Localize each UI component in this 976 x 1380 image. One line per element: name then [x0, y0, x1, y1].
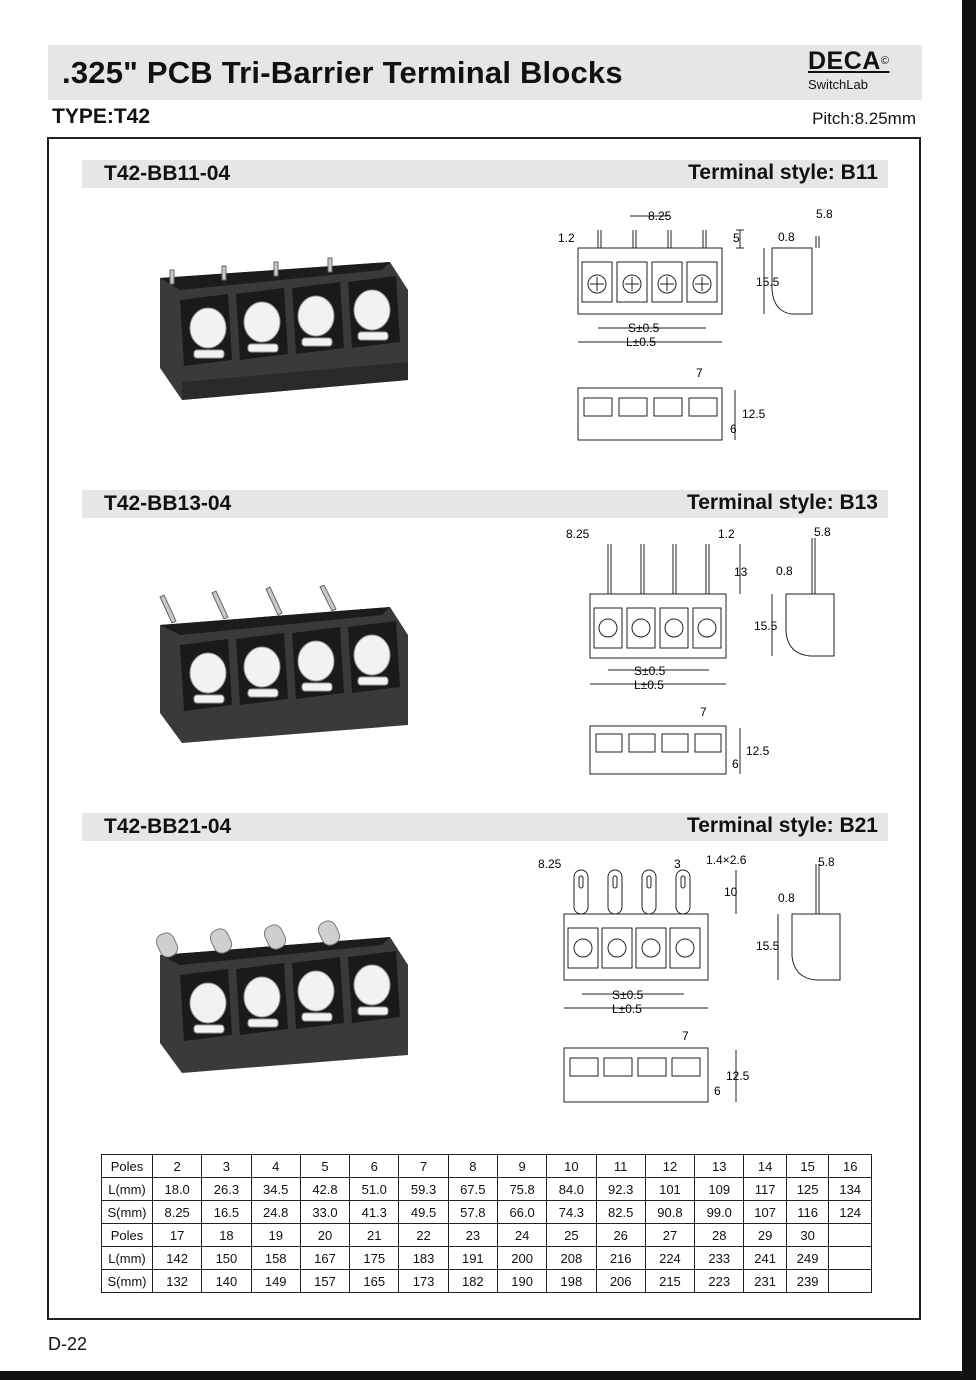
- dim-l: L±0.5: [626, 335, 656, 349]
- table-cell: 190: [497, 1270, 546, 1293]
- table-cell: 26: [596, 1224, 645, 1247]
- table-cell: 109: [695, 1178, 744, 1201]
- page-title: .325" PCB Tri-Barrier Terminal Blocks: [62, 55, 623, 90]
- table-cell: 82.5: [596, 1201, 645, 1224]
- dim-pitch: 8.25: [566, 527, 590, 541]
- table-cell: 4: [251, 1155, 300, 1178]
- table-cell: 26.3: [202, 1178, 251, 1201]
- table-cell: 24: [497, 1224, 546, 1247]
- dim-side-pin: 0.8: [778, 230, 795, 244]
- table-cell: 16.5: [202, 1201, 251, 1224]
- table-cell: 41.3: [350, 1201, 399, 1224]
- table-cell: 183: [399, 1247, 448, 1270]
- dim-bottom-base: 6: [732, 757, 739, 771]
- table-cell: 23: [448, 1224, 497, 1247]
- table-cell: 208: [547, 1247, 596, 1270]
- dim-side-width: 5.8: [814, 525, 831, 539]
- table-cell: 14: [744, 1155, 787, 1178]
- terminal-style: Terminal style: B11: [688, 161, 878, 184]
- dim-bottom-base: 6: [714, 1084, 721, 1098]
- table-cell: 101: [645, 1178, 694, 1201]
- table-cell: 7: [399, 1155, 448, 1178]
- table-cell: 158: [251, 1247, 300, 1270]
- table-cell: 30: [786, 1224, 829, 1247]
- table-cell: 51.0: [350, 1178, 399, 1201]
- dimension-drawing-b11: [540, 200, 870, 460]
- dim-pitch: 8.25: [538, 857, 562, 871]
- dimension-table-body: [102, 1155, 872, 1293]
- terminal-block-photo-b21: [150, 915, 420, 1075]
- dim-bottom-width: 7: [700, 705, 707, 719]
- dim-l: L±0.5: [634, 678, 664, 692]
- dim-pitch: 8.25: [648, 209, 672, 223]
- table-cell: 6: [350, 1155, 399, 1178]
- table-cell: 67.5: [448, 1178, 497, 1201]
- table-row: [102, 1247, 872, 1270]
- section-band: [82, 490, 888, 518]
- table-cell: 11: [596, 1155, 645, 1178]
- table-cell: 124: [829, 1201, 872, 1224]
- part-number: T42-BB21-04: [104, 815, 232, 838]
- dim-pin-height: 10: [724, 885, 738, 899]
- table-cell: 12: [645, 1155, 694, 1178]
- table-row-label: L(mm): [102, 1178, 153, 1201]
- dim-pin-width: 1.2: [558, 231, 575, 245]
- page-edge-bar: [962, 0, 976, 1380]
- dimension-table: [101, 1154, 872, 1293]
- table-cell: [829, 1270, 872, 1293]
- table-cell: 215: [645, 1270, 694, 1293]
- table-row: [102, 1155, 872, 1178]
- table-cell: 117: [744, 1178, 787, 1201]
- table-row-label: L(mm): [102, 1247, 153, 1270]
- table-row-label: Poles: [102, 1155, 153, 1178]
- dim-s: S±0.5: [628, 321, 660, 335]
- table-row: [102, 1270, 872, 1293]
- table-row: [102, 1201, 872, 1224]
- dim-height: 15.5: [756, 275, 780, 289]
- table-cell: 206: [596, 1270, 645, 1293]
- table-cell: 5: [300, 1155, 349, 1178]
- dim-bottom-height: 12.5: [746, 744, 770, 758]
- table-cell: 173: [399, 1270, 448, 1293]
- table-cell: 191: [448, 1247, 497, 1270]
- table-cell: 167: [300, 1247, 349, 1270]
- table-cell: 34.5: [251, 1178, 300, 1201]
- table-cell: 134: [829, 1178, 872, 1201]
- table-cell: 49.5: [399, 1201, 448, 1224]
- type-label: TYPE:T42: [52, 105, 151, 128]
- brand-logo: [808, 47, 888, 92]
- logo-text: DECA: [808, 47, 881, 75]
- table-cell: 182: [448, 1270, 497, 1293]
- dim-pin-width: 3: [674, 857, 681, 871]
- table-cell: 125: [786, 1178, 829, 1201]
- table-cell: 16: [829, 1155, 872, 1178]
- part-number: T42-BB11-04: [104, 162, 231, 185]
- table-cell: 10: [547, 1155, 596, 1178]
- table-cell: 18: [202, 1224, 251, 1247]
- table-cell: 9: [497, 1155, 546, 1178]
- table-cell: 66.0: [497, 1201, 546, 1224]
- table-cell: 92.3: [596, 1178, 645, 1201]
- terminal-block-photo-b13: [150, 585, 420, 745]
- table-cell: 165: [350, 1270, 399, 1293]
- dimension-drawing-b13: [550, 520, 870, 785]
- dim-bottom-height: 12.5: [742, 407, 766, 421]
- dim-side-pin: 0.8: [776, 564, 793, 578]
- table-cell: 200: [497, 1247, 546, 1270]
- table-cell: 157: [300, 1270, 349, 1293]
- terminal-style: Terminal style: B13: [686, 491, 878, 514]
- logo-subtitle: SwitchLab: [808, 77, 868, 92]
- logo-registered-mark: ©: [880, 55, 890, 67]
- table-cell: 75.8: [497, 1178, 546, 1201]
- table-cell: 25: [547, 1224, 596, 1247]
- dim-bottom-height: 12.5: [726, 1069, 750, 1083]
- table-cell: 3: [202, 1155, 251, 1178]
- part-number: T42-BB13-04: [104, 492, 232, 515]
- table-cell: [829, 1247, 872, 1270]
- table-cell: 107: [744, 1201, 787, 1224]
- dim-bottom-width: 7: [682, 1029, 689, 1043]
- table-cell: 241: [744, 1247, 787, 1270]
- table-cell: 175: [350, 1247, 399, 1270]
- dim-bottom-base: 6: [730, 422, 737, 436]
- table-cell: 28: [695, 1224, 744, 1247]
- page-bottom-bar: [0, 1371, 976, 1380]
- table-cell: 99.0: [695, 1201, 744, 1224]
- table-cell: 42.8: [300, 1178, 349, 1201]
- table-cell: 249: [786, 1247, 829, 1270]
- table-cell: 57.8: [448, 1201, 497, 1224]
- table-cell: 2: [153, 1155, 202, 1178]
- table-cell: 239: [786, 1270, 829, 1293]
- section-band: [82, 160, 888, 188]
- table-cell: 223: [695, 1270, 744, 1293]
- table-cell: 224: [645, 1247, 694, 1270]
- table-cell: 20: [300, 1224, 349, 1247]
- dim-l: L±0.5: [612, 1002, 642, 1016]
- table-cell: 21: [350, 1224, 399, 1247]
- terminal-block-photo-b11: [150, 250, 420, 410]
- dim-height: 15.5: [756, 939, 780, 953]
- table-cell: 19: [251, 1224, 300, 1247]
- table-cell: 149: [251, 1270, 300, 1293]
- table-row-label: S(mm): [102, 1201, 153, 1224]
- table-cell: 29: [744, 1224, 787, 1247]
- table-cell: 74.3: [547, 1201, 596, 1224]
- table-row: [102, 1224, 872, 1247]
- table-cell: 27: [645, 1224, 694, 1247]
- table-cell: 8: [448, 1155, 497, 1178]
- table-row: [102, 1178, 872, 1201]
- section-band: [82, 813, 888, 841]
- dim-bottom-width: 7: [696, 366, 703, 380]
- table-cell: 150: [202, 1247, 251, 1270]
- table-cell: 8.25: [153, 1201, 202, 1224]
- table-cell: 15: [786, 1155, 829, 1178]
- table-cell: 17: [153, 1224, 202, 1247]
- page-number: D-22: [48, 1334, 88, 1354]
- pitch-label: Pitch:8.25mm: [812, 109, 916, 128]
- dim-side-pin: 0.8: [778, 891, 795, 905]
- table-cell: 216: [596, 1247, 645, 1270]
- table-cell: 116: [786, 1201, 829, 1224]
- table-cell: 231: [744, 1270, 787, 1293]
- table-cell: 84.0: [547, 1178, 596, 1201]
- dim-pin-height: 5: [733, 231, 740, 245]
- table-row-label: Poles: [102, 1224, 153, 1247]
- table-cell: 142: [153, 1247, 202, 1270]
- dim-pin-height: 13: [734, 565, 748, 579]
- table-cell: 132: [153, 1270, 202, 1293]
- dim-pin-width: 1.2: [718, 527, 735, 541]
- table-row-label: S(mm): [102, 1270, 153, 1293]
- dim-s: S±0.5: [634, 664, 666, 678]
- table-cell: 140: [202, 1270, 251, 1293]
- terminal-style: Terminal style: B21: [686, 814, 878, 837]
- dim-height: 15.5: [754, 619, 778, 633]
- table-cell: 59.3: [399, 1178, 448, 1201]
- table-cell: 90.8: [645, 1201, 694, 1224]
- table-cell: 22: [399, 1224, 448, 1247]
- table-cell: 13: [695, 1155, 744, 1178]
- dim-slot: 1.4×2.6: [706, 853, 747, 867]
- table-cell: [829, 1224, 872, 1247]
- table-cell: 198: [547, 1270, 596, 1293]
- table-cell: 18.0: [153, 1178, 202, 1201]
- table-cell: 233: [695, 1247, 744, 1270]
- dim-s: S±0.5: [612, 988, 644, 1002]
- dim-side-width: 5.8: [818, 855, 835, 869]
- dimension-drawing-b21: [530, 848, 870, 1113]
- table-cell: 24.8: [251, 1201, 300, 1224]
- dim-side-width: 5.8: [816, 207, 833, 221]
- table-cell: 33.0: [300, 1201, 349, 1224]
